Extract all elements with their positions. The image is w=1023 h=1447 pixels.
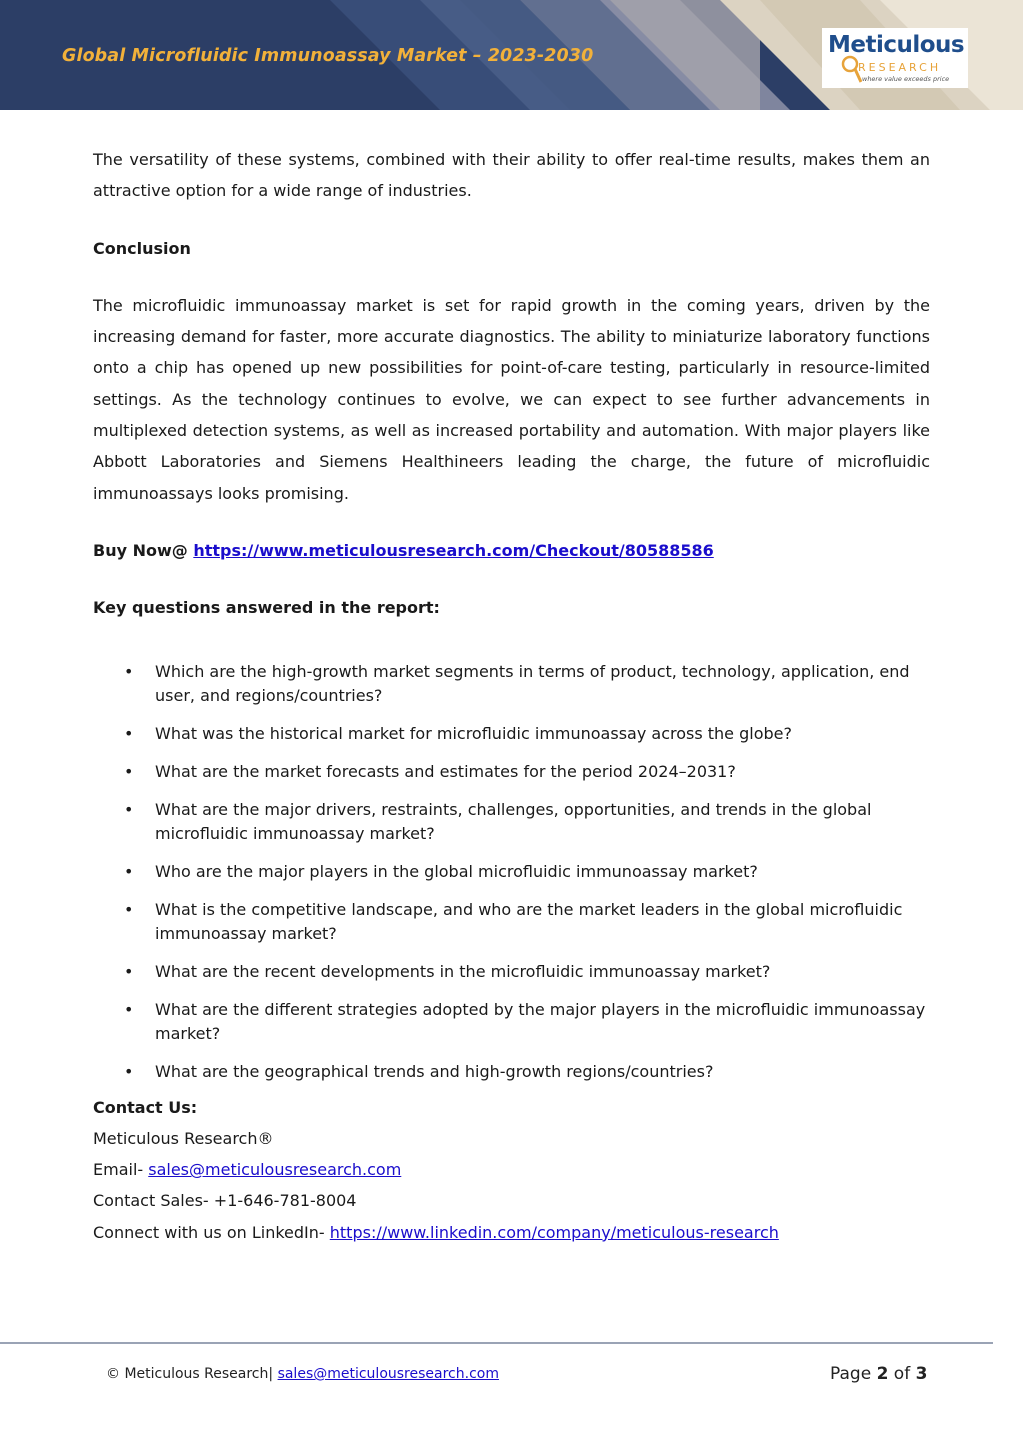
list-item: • What is the competitive landscape, and who are the market leaders in the global microfluidic immunoassay market? [93, 898, 930, 946]
contact-heading: Contact Us: [93, 1097, 198, 1117]
linkedin-label: Connect with us on LinkedIn- [93, 1222, 330, 1242]
buy-now-label: Buy Now@ [93, 540, 194, 560]
page-total: 3 [915, 1364, 928, 1384]
questions-list [93, 660, 930, 1084]
footer-email-link[interactable]: sales@meticulousresearch.com [277, 1366, 499, 1382]
contact-email-link[interactable]: sales@meticulousresearch.com [148, 1160, 402, 1180]
footer-copyright: © Meticulous Research| [106, 1366, 278, 1382]
page-of: of [888, 1364, 916, 1384]
buy-now-line [93, 535, 930, 566]
header-title: Global Microfluidic Immunoassay Market – 2023-2030 [62, 46, 594, 66]
list-item: • Who are the major players in the global microfluidic immunoassay market? [93, 860, 930, 884]
conclusion-heading: Conclusion [93, 238, 191, 258]
list-item: • What are the market forecasts and estimates for the period 2024–2031? [93, 760, 930, 784]
list-item: • What are the different strategies adopted by the major players in the microfluidic immunoassay market? [93, 998, 930, 1046]
buy-now-link[interactable]: https://www.meticulousresearch.com/Checkout/80588586 [193, 540, 714, 560]
linkedin-link[interactable]: https://www.linkedin.com/company/meticulous-research [329, 1222, 779, 1242]
contact-linkedin-line [93, 1217, 930, 1248]
logo-tagline: where value exceeds price [862, 75, 950, 83]
logo-subtitle: RESEARCH [858, 61, 942, 74]
page-content [93, 144, 930, 1248]
list-item: • What are the geographical trends and high-growth regions/countries? [93, 1060, 930, 1084]
page-prefix: Page [830, 1364, 877, 1384]
conclusion-paragraph: The microfluidic immunoassay market is set for rapid growth in the coming years, driven by the increasing demand for faster, more accurate diagnostics. The ability to miniaturize laboratory functions onto a chip has opened up new possibilities for point-of-care testing, particularly in resource-limited settings. As the technology continues to evolve, we can expect to see further advancements in multiplexed detection systems, as well as increased portability and automation. With major players like Abbott Laboratories and Siemens Healthineers leading the charge, the future of microfluidic immunoassays looks promising. [93, 295, 930, 503]
logo-wordmark: Meticulous [828, 32, 965, 58]
contact-phone: Contact Sales- +1-646-781-8004 [93, 1191, 357, 1211]
contact-company: Meticulous Research® [93, 1128, 274, 1148]
list-item: • What was the historical market for microfluidic immunoassay across the globe? [93, 722, 930, 746]
page-header [0, 0, 1023, 110]
contact-section [93, 1092, 930, 1248]
page-number [830, 1364, 927, 1384]
footer-divider [0, 1342, 993, 1344]
meticulous-research-logo [822, 28, 968, 88]
list-item: • What are the major drivers, restraints, challenges, opportunities, and trends in the global microfluidic immunoassay market? [93, 798, 930, 846]
intro-paragraph: The versatility of these systems, combined with their ability to offer real-time results, makes them an attractive option for a wide range of industries. [93, 150, 930, 201]
contact-email-label: Email- [93, 1160, 149, 1180]
questions-heading: Key questions answered in the report: [93, 598, 440, 618]
contact-email-line [93, 1154, 930, 1185]
footer-copyright-line [106, 1366, 499, 1382]
list-item: • Which are the high-growth market segments in terms of product, technology, application, end user, and regions/countries? [93, 660, 930, 708]
list-item: • What are the recent developments in the microfluidic immunoassay market? [93, 960, 930, 984]
page-current: 2 [876, 1364, 889, 1384]
